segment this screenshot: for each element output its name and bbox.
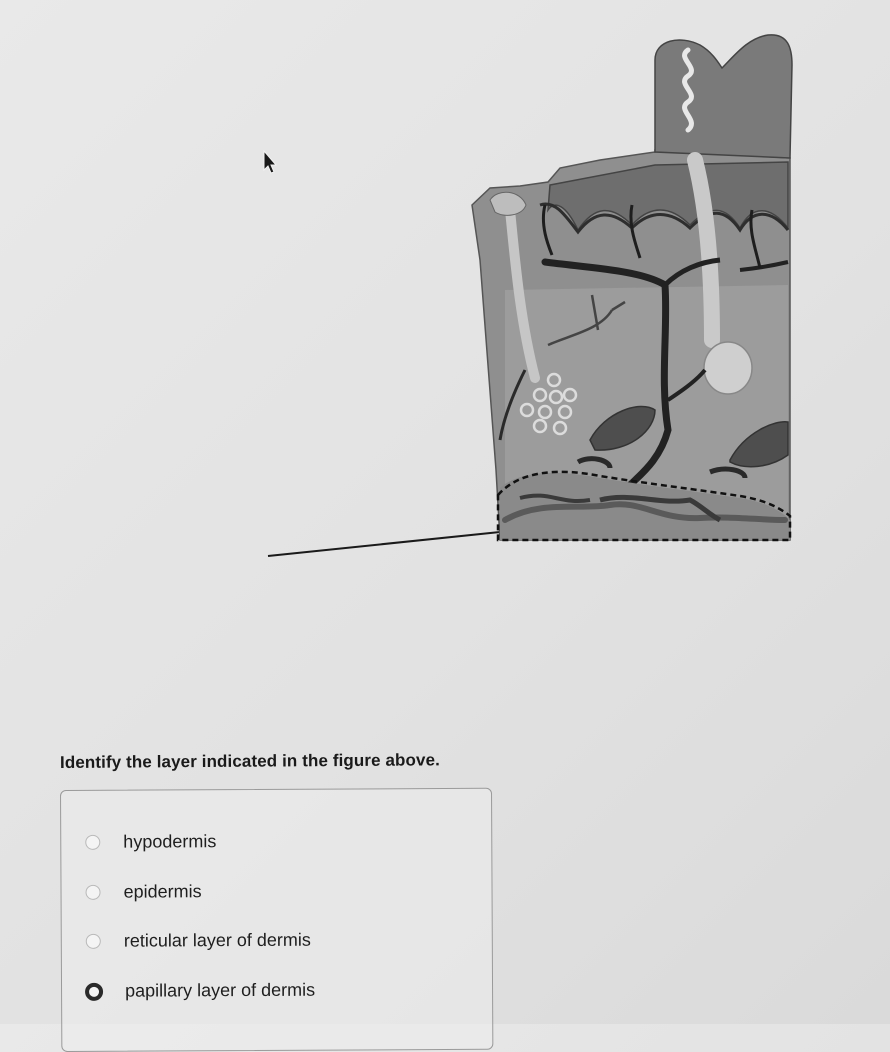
option-epidermis[interactable] xyxy=(85,881,201,903)
mouse-pointer-icon xyxy=(262,150,278,176)
option-label[interactable]: epidermis xyxy=(123,881,202,902)
option-hypodermis[interactable] xyxy=(85,831,216,853)
option-papillary-layer[interactable] xyxy=(86,980,315,1002)
radio-unselected-icon[interactable] xyxy=(85,835,100,850)
option-label[interactable]: reticular layer of dermis xyxy=(123,929,311,951)
hair-block xyxy=(655,35,792,158)
option-reticular-layer[interactable] xyxy=(86,930,311,952)
question-text: Identify the layer indicated in the figure above. xyxy=(59,750,440,772)
leader-line xyxy=(268,532,500,556)
radio-selected-icon[interactable] xyxy=(85,982,103,1000)
answer-options xyxy=(60,788,493,1052)
radio-unselected-icon[interactable] xyxy=(86,934,101,949)
option-label[interactable]: papillary layer of dermis xyxy=(124,979,316,1001)
radio-unselected-icon[interactable] xyxy=(85,885,100,900)
option-label[interactable]: hypodermis xyxy=(123,831,217,852)
